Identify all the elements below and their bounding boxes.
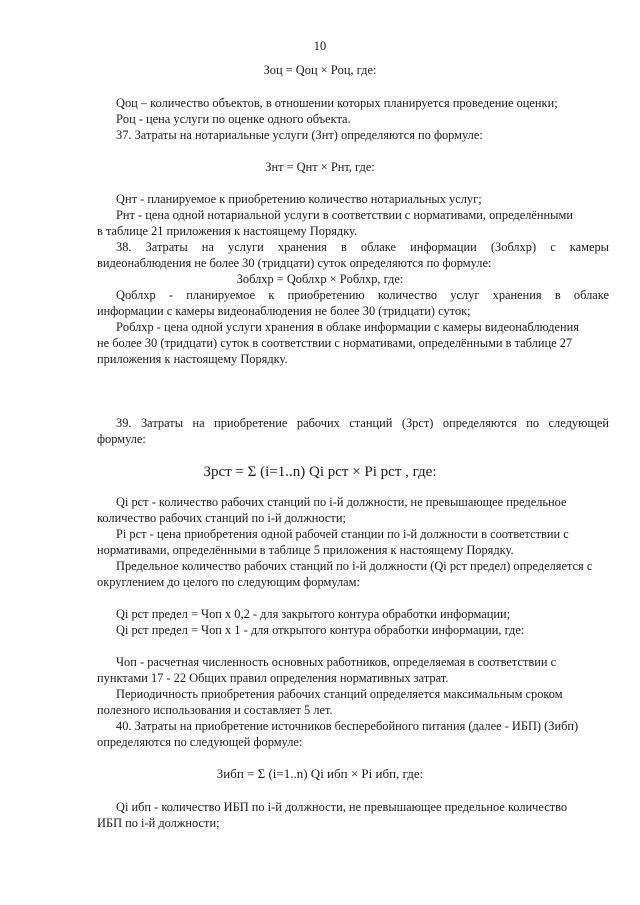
paragraph-line: Qi рст - количество рабочих станций по i-й должности, не превышающее предельное xyxy=(116,495,567,509)
paragraph-line: Pi рст - цена приобретения одной рабочей станции по i-й должности в соответствии с xyxy=(116,527,569,541)
paragraph-line: 39. Затраты на приобретение рабочих станций (Зрст) определяются по следующей xyxy=(116,416,609,430)
formula-ibp: Зибп = Σ (i=1..n) Qi ибп × Pi ибп, где: xyxy=(216,766,424,781)
paragraph-line: Qi ибп - количество ИБП по i-й должности, не превышающее предельное количество xyxy=(116,800,568,814)
paragraph-line: Предельное количество рабочих станций по i-й должности (Qi рст предел) определяется с xyxy=(116,559,593,573)
paragraph-line: полезного использования и составляет 5 лет. xyxy=(97,703,333,717)
formula-oc: Зоц = Qоц × Pоц, где: xyxy=(263,63,377,77)
paragraph-line: формуле: xyxy=(97,432,146,446)
paragraph-line: Pоц - цена услуги по оценке одного объекта. xyxy=(116,112,351,126)
paragraph-line: Qоц – количество объектов, в отношении которых планируется проведение оценки; xyxy=(116,96,558,110)
paragraph-line: в таблице 21 приложения к настоящему Порядку. xyxy=(97,224,358,238)
page-number: 10 xyxy=(313,39,327,53)
paragraph-line: информации с камеры видеонаблюдения не более 30 (тридцати) суток; xyxy=(97,304,471,318)
paragraph-line: Pоблхр - цена одной услуги хранения в облаке информации с камеры видеонаблюдения xyxy=(116,320,579,334)
formula-nt: Знт = Qнт × Pнт, где: xyxy=(265,160,375,174)
paragraph-line: Чоп - расчетная численность основных работников, определяемая в соответствии с xyxy=(116,655,557,669)
paragraph-line: нормативами, определёнными в таблице 5 приложения к настоящему Порядку. xyxy=(97,543,514,557)
paragraph-line: округлением до целого по следующим формулам: xyxy=(97,575,360,589)
paragraph-line: видеонаблюдения не более 30 (тридцати) суток определяются по формуле: xyxy=(97,256,492,270)
paragraph-line: Qоблхр - планируемое к приобретению количество услуг хранения в облаке xyxy=(116,288,609,302)
paragraph-line: 37. Затраты на нотариальные услуги (Знт) определяются по формуле: xyxy=(116,128,483,142)
formula-rst: Зрст = Σ (i=1..n) Qi рст × Pi рст , где: xyxy=(203,464,437,480)
paragraph-line: не более 30 (тридцати) суток в соответствии с нормативами, определёнными в таблице 27 xyxy=(97,336,573,350)
paragraph-line: 40. Затраты на приобретение источников бесперебойного питания (далее - ИБП) (Зибп) xyxy=(116,719,579,733)
paragraph-line: Qi рст предел = Чоп х 1 - для открытого контура обработки информации, где: xyxy=(116,623,525,637)
paragraph-line: Qi рст предел = Чоп х 0,2 - для закрытого контура обработки информации; xyxy=(116,607,511,621)
paragraph-line: количество рабочих станций по i-й должности; xyxy=(97,511,346,525)
paragraph-line: ИБП по i-й должности; xyxy=(97,816,220,830)
paragraph-line: Qнт - планируемое к приобретению количество нотариальных услуг; xyxy=(116,192,482,206)
paragraph-line: пунктами 17 - 22 Общих правил определения нормативных затрат. xyxy=(97,671,449,685)
formula-oblhr: Зоблхр = Qоблхр × Pоблхр, где: xyxy=(236,272,404,286)
paragraph-line: Периодичность приобретения рабочих станций определяется максимальным сроком xyxy=(116,687,563,701)
paragraph-line: приложения к настоящему Порядку. xyxy=(97,352,288,366)
paragraph-line: Pнт - цена одной нотариальной услуги в соответствии с нормативами, определёнными xyxy=(116,208,573,222)
paragraph-line: определяются по следующей формуле: xyxy=(97,735,303,749)
paragraph-line: 38. Затраты на услуги хранения в облаке информации (Зоблхр) с камеры xyxy=(116,240,609,254)
